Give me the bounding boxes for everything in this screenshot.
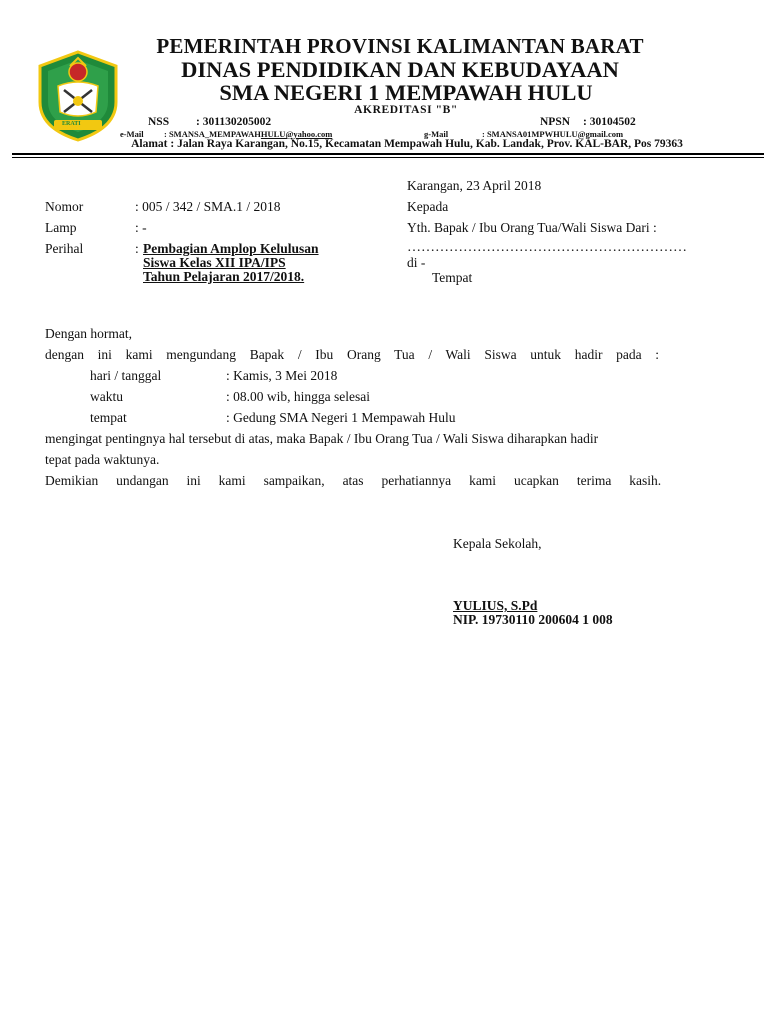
- recipient-dots: ……………………………………………………: [407, 240, 687, 255]
- detail-label-date: hari / tanggal: [90, 368, 162, 383]
- detail-value-time: : 08.00 wib, hingga selesai: [226, 389, 370, 404]
- nss-label: NSS: [148, 116, 170, 128]
- email-label: e-Mail: [120, 129, 144, 139]
- kepada: Kepada: [407, 199, 449, 214]
- npsn-value: : 30104502: [583, 116, 636, 128]
- detail-value-date: : Kamis, 3 Mei 2018: [226, 368, 338, 383]
- paragraph2-line2: tepat pada waktunya.: [45, 452, 160, 467]
- letterhead-line2: DINAS PENDIDIKAN DAN KEBUDAYAAN: [181, 57, 619, 82]
- place-date: Karangan, 23 April 2018: [407, 178, 542, 193]
- perihal-line1: Pembagian Amplop Kelulusan: [143, 241, 319, 256]
- lamp-label: Lamp: [45, 220, 77, 235]
- detail-label-time: waktu: [90, 389, 123, 404]
- perihal-line2: Siswa Kelas XII IPA/IPS: [143, 255, 286, 270]
- letterhead-rule-thick: [12, 153, 764, 155]
- nomor-value: : 005 / 342 / SMA.1 / 2018: [135, 199, 281, 214]
- nss-value: : 301130205002: [196, 116, 272, 128]
- logo-motto: ERATI: [62, 121, 81, 127]
- accreditation: AKREDITASI "B": [354, 104, 458, 116]
- gmail-label: g-Mail: [424, 129, 449, 139]
- perihal-label: Perihal: [45, 241, 84, 256]
- paragraph2-line1: mengingat pentingnya hal tersebut di atas, maka Bapak / Ibu Orang Tua / Wali Siswa diharapkan hadir: [45, 431, 599, 446]
- perihal-colon: :: [135, 241, 139, 256]
- letterhead-line1: PEMERINTAH PROVINSI KALIMANTAN BARAT: [156, 34, 644, 58]
- detail-value-place: : Gedung SMA Negeri 1 Mempawah Hulu: [226, 410, 456, 425]
- detail-label-place: tempat: [90, 410, 127, 425]
- intro-line: dengan ini kami mengundang Bapak / Ibu Orang Tua / Wali Siswa untuk hadir pada :: [45, 347, 660, 362]
- signature-nip: NIP. 19730110 200604 1 008: [453, 612, 613, 627]
- lamp-value: : -: [135, 220, 147, 235]
- di-label: di -: [407, 255, 426, 270]
- npsn-label: NPSN: [540, 116, 571, 128]
- perihal-line3: Tahun Pelajaran 2017/2018.: [143, 269, 305, 284]
- school-address: Alamat : Jalan Raya Karangan, No.15, Kecamatan Mempawah Hulu, Kab. Landak, Prov. KAL-BAR, Pos 79363: [131, 138, 683, 150]
- gmail-value: : SMANSA01MPWHULU@gmail.com: [482, 129, 624, 139]
- tempat-label: Tempat: [432, 270, 473, 285]
- email-value: : SMANSA_MEMPAWAHHULU@yahoo.com: [164, 129, 333, 139]
- nomor-label: Nomor: [45, 199, 84, 214]
- signature-title: Kepala Sekolah,: [453, 536, 542, 551]
- letterhead-rule-thin: [12, 157, 764, 158]
- closing-line: Demikian undangan ini kami sampaikan, atas perhatiannya kami ucapkan terima kasih.: [45, 473, 662, 488]
- letterhead-school-name: SMA NEGERI 1 MEMPAWAH HULU: [219, 80, 593, 105]
- signature-name: YULIUS, S.Pd: [453, 598, 538, 613]
- greeting: Dengan hormat,: [45, 326, 132, 341]
- recipient: Yth. Bapak / Ibu Orang Tua/Wali Siswa Dari :: [407, 220, 657, 235]
